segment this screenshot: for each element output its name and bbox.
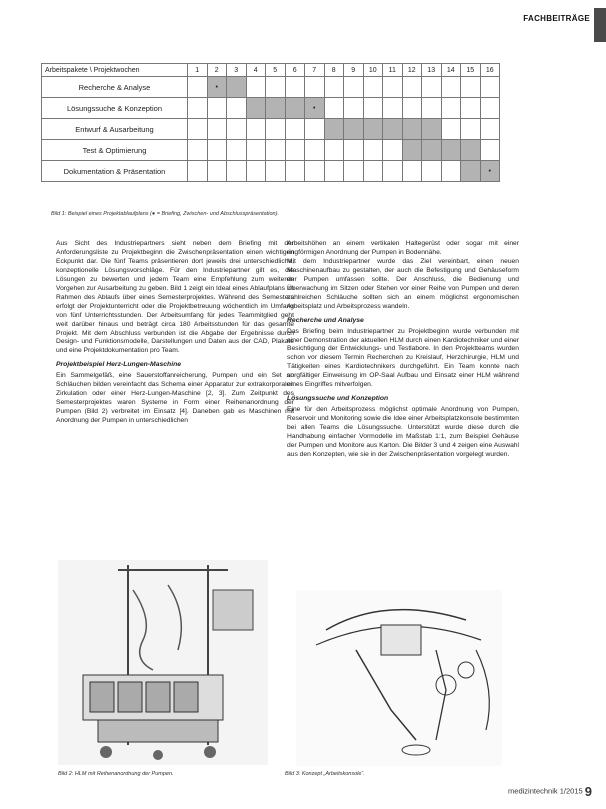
gantt-task-label: Dokumentation & Präsentation: [42, 161, 188, 182]
gantt-empty-cell: [324, 98, 344, 119]
gantt-empty-cell: [344, 161, 364, 182]
gantt-milestone-marker: •: [305, 98, 325, 119]
gantt-bar-cell: [461, 140, 481, 161]
gantt-empty-cell: [207, 140, 227, 161]
gantt-empty-cell: [324, 140, 344, 161]
gantt-empty-cell: [266, 140, 286, 161]
gantt-empty-cell: [480, 77, 500, 98]
gantt-week-header: 14: [441, 64, 461, 77]
gantt-empty-cell: [266, 119, 286, 140]
gantt-bar-cell: [383, 119, 403, 140]
gantt-bar-cell: [422, 119, 442, 140]
gantt-empty-cell: [324, 77, 344, 98]
page-footer: [508, 784, 592, 799]
gantt-empty-cell: [266, 161, 286, 182]
gantt-empty-cell: [461, 98, 481, 119]
gantt-empty-cell: [363, 140, 383, 161]
gantt-empty-cell: [402, 98, 422, 119]
gantt-empty-cell: [188, 161, 208, 182]
gantt-empty-cell: [246, 77, 266, 98]
gantt-week-header: 6: [285, 64, 305, 77]
gantt-empty-cell: [305, 140, 325, 161]
gantt-task-row: [42, 119, 500, 140]
gantt-bar-cell: [344, 119, 364, 140]
gantt-empty-cell: [363, 98, 383, 119]
gantt-empty-cell: [383, 161, 403, 182]
gantt-empty-cell: [266, 77, 286, 98]
gantt-week-header: 13: [422, 64, 442, 77]
gantt-empty-cell: [285, 77, 305, 98]
gantt-week-header: 9: [344, 64, 364, 77]
paragraph: Mit dem Industriepartner wurde das Ziel vereinbart, einen neuen Maschinenaufbau zu gestalten, der auch die Befestigung und Gehäuseform der Pumpen umfassen sollte. Der Anschluss, die Bedienung und Überwachung im Sitzen oder Stehen vor einer Reihe von Pumpen und deren zahlreichen Schläuche sollten sich an einem möglichst ergonomischen Arbeitsplatz und Arbeitsprozess wandeln.: [287, 257, 519, 310]
gantt-body: [42, 77, 500, 182]
gantt-empty-cell: [285, 119, 305, 140]
gantt-week-header: 10: [363, 64, 383, 77]
right-text-column: [287, 240, 519, 460]
gantt-week-header: 4: [246, 64, 266, 77]
page-header: [0, 0, 606, 48]
gantt-empty-cell: [227, 119, 247, 140]
gantt-empty-cell: [344, 77, 364, 98]
gantt-empty-cell: [285, 161, 305, 182]
gantt-bar-cell: [402, 119, 422, 140]
gantt-week-header: 1: [188, 64, 208, 77]
gantt-empty-cell: [383, 77, 403, 98]
gantt-empty-cell: [285, 140, 305, 161]
paragraph: Arbeitshöhen an einem vertikalen Haltegerüst oder sogar mit einer ringförmigen Anordnung der Pumpen in Bodennähe.: [287, 240, 519, 256]
gantt-empty-cell: [480, 98, 500, 119]
journal-issue: medizintechnik 1/2015: [508, 786, 583, 796]
gantt-task-label: Test & Optimierung: [42, 140, 188, 161]
gantt-task-row: [42, 98, 500, 119]
figure-2-caption: Bild 2: HLM mit Reihenanordnung der Pumpen.: [58, 771, 174, 777]
paragraph: Das Briefing beim Industriepartner zu Projektbeginn wurde verbunden mit einer Demonstration der aktuellen HLM durch einen Kardiotechniker und einer Besichtigung der Entwicklungs- und Testlabore. In den Projektteams wurden schon vor diesem Termin Recherchen zu Kreislauf, Herzchirurgie, HLM und Tätigkeiten eines Kardiotechnikers durchgeführt. Ein Team konnte nach sorgfältiger Einweisung im OP-Saal Aufbau und Einsatz einer HLM während eines Eingriffes mitverfolgen.: [287, 327, 519, 389]
gantt-empty-cell: [207, 161, 227, 182]
gantt-task-row: [42, 77, 500, 98]
gantt-bar-cell: [246, 98, 266, 119]
gantt-task-label: Lösungssuche & Konzeption: [42, 98, 188, 119]
gantt-task-label: Recherche & Analyse: [42, 77, 188, 98]
gantt-empty-cell: [461, 119, 481, 140]
gantt-empty-cell: [324, 161, 344, 182]
gantt-header-row: [42, 64, 500, 77]
gantt-bar-cell: [227, 77, 247, 98]
gantt-week-header: 5: [266, 64, 286, 77]
gantt-week-header: 8: [324, 64, 344, 77]
gantt-bar-cell: [422, 140, 442, 161]
paragraph: Ein Sammelgefäß, eine Sauerstoffanreicherung, Pumpen und ein Set an Schläuchen bilden vereinfacht das Schema einer Apparatur zur extrakorporalen Zirkulation oder einer Herz-Lungen-Maschine [2, 3]. Zum Zeitpunkt des Semesterprojektes waren Systeme in Form einer Reihenanordnung der Pumpen (Bild 2) verbreitet im Einsatz [4]. Daneben gab es Maschinen mit Anordnung der Pumpen in unterschiedlichen: [56, 372, 294, 425]
gantt-bar-cell: [285, 98, 305, 119]
paragraph: Aus Sicht des Industriepartners sieht neben dem Briefing mit der Anforderungsliste zu Projektbeginn die Zwischenpräsentation einen wichtigen Eckpunkt dar. Die fünf Teams präsentieren dort jeweils drei unterschiedliche, konzeptionelle Lösungsvorschläge. Für den Industriepartner gilt es, die Lösungen zu bewerten und jedem Team eine Empfehlung zum weiteren Vorgehen zur Ausarbeitung zu geben. Bild 1 zeigt ein Ideal eines Ablaufplans im Rahmen des Ablaufs über eines Semesterprojektes. Während des Semesters erfolgt der Projektunterricht oder die Projektbetreuung wöchentlich im Umfang von fünf Unterrichtsstunden. Der Arbeitsumfang für jedes Teammitglied geht weit darüber hinaus und beträgt circa 180 Arbeitsstunden für das gesamte Projekt. Mit dem Abschluss verbunden ist die Abgabe der Ergebnisse durch Design- und Funktionsmodelle, Darstellungen und Daten aus der CAD, Plakate und eine Projektdokumentation pro Team.: [56, 240, 294, 355]
gantt-empty-cell: [402, 161, 422, 182]
figure-2-heart-lung-machine-image: [58, 560, 268, 765]
gantt-empty-cell: [188, 77, 208, 98]
gantt-empty-cell: [402, 77, 422, 98]
gantt-week-header: 12: [402, 64, 422, 77]
gantt-task-label: Entwurf & Ausarbeitung: [42, 119, 188, 140]
section-heading: Recherche und Analyse: [287, 316, 364, 324]
gantt-empty-cell: [305, 161, 325, 182]
gantt-empty-cell: [441, 161, 461, 182]
figure-3-caption: Bild 3: Konzept „Arbeitskonsole“.: [285, 771, 365, 777]
gantt-empty-cell: [188, 119, 208, 140]
gantt-empty-cell: [246, 161, 266, 182]
gantt-empty-cell: [422, 161, 442, 182]
gantt-bar-cell: [402, 140, 422, 161]
gantt-empty-cell: [188, 140, 208, 161]
gantt-empty-cell: [480, 140, 500, 161]
gantt-milestone-marker: •: [207, 77, 227, 98]
gantt-milestone-marker: •: [480, 161, 500, 182]
gantt-empty-cell: [383, 140, 403, 161]
section-tag: FACHBEITRÄGE: [523, 14, 590, 23]
gantt-task-row: [42, 161, 500, 182]
gantt-empty-cell: [344, 98, 364, 119]
gantt-empty-cell: [344, 140, 364, 161]
gantt-task-row: [42, 140, 500, 161]
gantt-week-header: 7: [305, 64, 325, 77]
section-tab-marker: [594, 8, 606, 42]
left-text-column: [56, 240, 294, 426]
gantt-week-header: 15: [461, 64, 481, 77]
gantt-bar-cell: [363, 119, 383, 140]
gantt-empty-cell: [441, 98, 461, 119]
gantt-bar-cell: [441, 140, 461, 161]
gantt-empty-cell: [461, 77, 481, 98]
gantt-empty-cell: [227, 140, 247, 161]
gantt-week-header: 11: [383, 64, 403, 77]
gantt-chart: [41, 63, 500, 182]
gantt-bar-cell: [266, 98, 286, 119]
gantt-empty-cell: [305, 119, 325, 140]
gantt-empty-cell: [246, 119, 266, 140]
gantt-empty-cell: [188, 98, 208, 119]
gantt-empty-cell: [246, 140, 266, 161]
gantt-empty-cell: [227, 161, 247, 182]
paragraph: Eine für den Arbeitsprozess möglichst optimale Anordnung von Pumpen, Reservoir und Monitoring sowie die Idee einer Arbeitsplatzkonsole bestimmten bei allen Teams die Lösungssuche. Unterstützt wurde diese durch die Handhabung einfacher Vormodelle im Maßstab 1:1, zum Beispiel Gehäuse der Pumpen und Monitore aus Karton. Die Bilder 3 und 4 zeigen eine Auswahl aus den Konzepten, wie sie in der Zwischenpräsentation vorgelegt wurden.: [287, 406, 519, 458]
gantt-bar-cell: [461, 161, 481, 182]
gantt-head-label: Arbeitspakete \ Projektwochen: [42, 64, 188, 77]
gantt-empty-cell: [383, 98, 403, 119]
gantt-empty-cell: [227, 98, 247, 119]
gantt-empty-cell: [363, 161, 383, 182]
gantt-week-header: 3: [227, 64, 247, 77]
gantt-empty-cell: [363, 77, 383, 98]
figure-1-caption: Bild 1: Beispiel eines Projektablaufplans (● = Briefing, Zwischen- und Abschlusspräsentation).: [51, 211, 279, 217]
gantt-empty-cell: [441, 77, 461, 98]
gantt-empty-cell: [441, 119, 461, 140]
gantt-empty-cell: [422, 98, 442, 119]
gantt-empty-cell: [207, 119, 227, 140]
gantt-empty-cell: [480, 119, 500, 140]
figure-3-concept-sketch-image: [296, 590, 502, 766]
gantt-bar-cell: [324, 119, 344, 140]
section-heading: Projektbeispiel Herz-Lungen-Maschine: [56, 361, 182, 369]
section-heading: Lösungssuche und Konzeption: [287, 395, 389, 403]
gantt-week-header: 16: [480, 64, 500, 77]
gantt-empty-cell: [305, 77, 325, 98]
gantt-empty-cell: [422, 77, 442, 98]
gantt-week-header: 2: [207, 64, 227, 77]
gantt-empty-cell: [207, 98, 227, 119]
page-number: 9: [584, 784, 592, 799]
